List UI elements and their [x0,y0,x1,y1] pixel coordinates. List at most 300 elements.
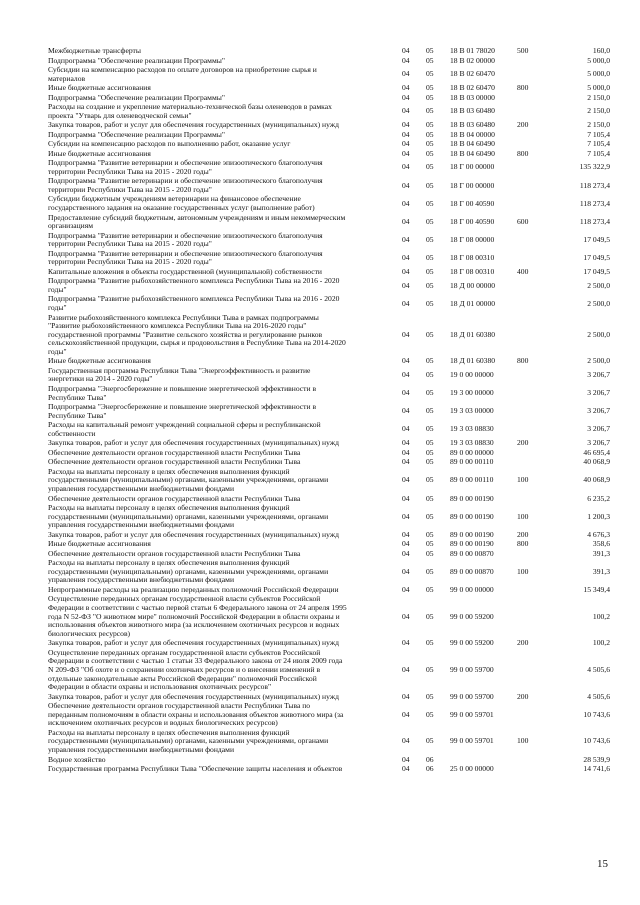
amount: 7 105,4 [587,148,610,158]
row-name [48,765,393,774]
row-name-line: Федерации в области охраны и использования охотничьих ресурсов" [48,682,272,692]
amount: 6 235,2 [587,493,610,503]
row-name-line: управления государственными внебюджетными фондами [48,483,235,493]
section-code: 04 [402,106,410,116]
table-row [0,121,640,130]
subsection-code: 05 [426,139,434,149]
target-article-code: 18 Г 00 40590 [450,198,495,208]
row-name [48,295,393,312]
section-code: 04 [402,162,410,172]
amount: 4 505,6 [587,664,610,674]
row-name-line: Республике Тыва" [48,392,107,402]
amount: 100,2 [592,638,610,648]
section-code: 04 [402,69,410,79]
row-name-line: годы" [48,302,67,312]
section-code: 04 [402,139,410,149]
row-name [48,150,393,159]
row-name-line: годы" [48,346,67,356]
expense-type-code: 100 [517,736,529,746]
target-article-code: 18 Д 01 60380 [450,329,496,339]
target-article-code: 99 0 00 59701 [450,736,494,746]
amount: 3 206,7 [587,438,610,448]
section-code: 04 [402,611,410,621]
table-row [0,540,640,549]
expense-type-code: 600 [517,216,529,226]
target-article-code: 18 Г 08 00310 [450,252,495,262]
section-code: 04 [402,298,410,308]
row-name-line: Подпрограмма "Развитие ветеринарии и обеспечение эпизоотического благополучия [48,230,323,240]
expense-type-code: 800 [517,356,529,366]
expense-type-code: 800 [517,83,529,93]
table-row [0,458,640,467]
table-row [0,84,640,93]
row-name [48,439,393,448]
target-article-code: 89 0 00 00190 [450,539,494,549]
section-code: 04 [402,584,410,594]
row-name-line: Иные бюджетные ассигнования [48,83,151,93]
row-name [48,214,393,231]
section-code: 04 [402,475,410,485]
section-code: 04 [402,83,410,93]
row-name-line: проекта "Утварь для оленеводческой семьи" [48,110,192,120]
target-article-code: 18 В 01 78020 [450,46,495,55]
row-name [48,47,393,56]
amount: 3 206,7 [587,406,610,416]
row-name-line: Осуществление переданных органам государственной власти субъектов Российской [48,594,321,604]
target-article-code: 89 0 00 00190 [450,493,494,503]
amount: 5 000,0 [587,69,610,79]
section-code: 04 [402,424,410,434]
target-article-code: 19 3 03 08830 [450,424,494,434]
amount: 10 743,6 [583,709,610,719]
section-code: 04 [402,388,410,398]
section-code: 04 [402,529,410,539]
section-code: 04 [402,736,410,746]
table-row [0,277,640,294]
table-row [0,103,640,120]
row-name-line: N 209-ФЗ "Об охоте и о сохранении охотничьих ресурсов и о внесении изменений в [48,664,321,674]
subsection-code: 05 [426,709,434,719]
target-article-code: 18 В 04 60490 [450,148,495,158]
row-name [48,540,393,549]
subsection-code: 06 [426,754,434,764]
subsection-code: 05 [426,511,434,521]
amount: 3 206,7 [587,388,610,398]
row-name-line: материалов [48,73,86,83]
expense-type-code: 100 [517,566,529,576]
expense-type-code: 100 [517,475,529,485]
target-article-code: 18 Г 08 00310 [450,266,495,276]
section-code: 04 [402,754,410,764]
section-code: 04 [402,92,410,102]
amount: 391,3 [592,566,610,576]
table-row [0,559,640,585]
row-name [48,458,393,467]
row-name-line: Закупка товаров, работ и услуг для обеспечения государственных (муниципальных) нужд [48,691,339,701]
row-name-line: Государственная программа Республики Тыва "Обеспечение защиты населения и объектов [48,764,343,774]
row-name-line: Федерации в соответствии с частью первой статьи 6 Федерального закона от 24 апреля 1995 [48,602,347,612]
target-article-code: 18 Г 08 00000 [450,234,495,244]
subsection-code: 05 [426,457,434,467]
amount: 2 150,0 [587,92,610,102]
subsection-code: 05 [426,424,434,434]
table-row [0,250,640,267]
section-code: 04 [402,198,410,208]
expense-type-code: 100 [517,511,529,521]
amount: 4 676,3 [587,529,610,539]
row-name [48,559,393,585]
row-name-line: Подпрограмма "Развитие ветеринарии и обеспечение эпизоотического благополучия [48,176,323,186]
target-article-code: 18 В 03 60480 [450,120,495,130]
row-name [48,232,393,249]
table-row [0,150,640,159]
row-name-line: Подпрограмма "Развитие ветеринарии и обеспечение эпизоотического благополучия [48,248,323,258]
amount: 17 049,5 [583,234,610,244]
row-name-line: Закупка товаров, работ и услуг для обеспечения государственных (муниципальных) нужд [48,638,339,648]
amount: 40 068,9 [583,475,610,485]
row-name-line: Осуществление переданных органам государственной власти субъектов Российской [48,647,321,657]
row-name [48,367,393,384]
target-article-code: 18 Д 01 00000 [450,298,496,308]
subsection-code: 05 [426,356,434,366]
row-name [48,550,393,559]
amount: 135 322,9 [579,162,610,172]
subsection-code: 05 [426,216,434,226]
subsection-code: 05 [426,611,434,621]
subsection-code: 05 [426,691,434,701]
subsection-code: 05 [426,92,434,102]
row-name-line: государственной программы "Развитие сельского хозяйства и регулирование рынков [48,329,323,339]
row-name [48,449,393,458]
row-name [48,66,393,83]
expense-type-code: 200 [517,529,529,539]
table-row [0,649,640,692]
row-name [48,639,393,648]
row-name-line: Подпрограмма "Развитие рыбохозяйственного комплекса Республики Тыва на 2016 - 2020 [48,294,340,304]
expense-type-code: 500 [517,46,529,55]
row-name-line: Субсидии на компенсацию расходов по выполнению работ, оказание услуг [48,139,291,149]
row-name [48,131,393,140]
subsection-code: 05 [426,106,434,116]
target-article-code: 19 3 03 08830 [450,438,494,448]
section-code: 04 [402,638,410,648]
row-name [48,385,393,402]
target-article-code: 18 В 04 60490 [450,139,495,149]
row-name-line: Иные бюджетные ассигнования [48,539,151,549]
target-article-code: 18 В 03 60480 [450,106,495,116]
subsection-code: 05 [426,129,434,139]
table-row [0,214,640,231]
subsection-code: 05 [426,266,434,276]
row-name [48,159,393,176]
table-row [0,421,640,438]
table-row [0,586,640,595]
subsection-code: 05 [426,736,434,746]
row-name-line: Закупка товаров, работ и услуг для обеспечения государственных (муниципальных) нужд [48,529,339,539]
target-article-code: 18 Д 00 00000 [450,280,496,290]
table-row [0,702,640,728]
subsection-code: 05 [426,280,434,290]
amount: 17 049,5 [583,266,610,276]
section-code: 04 [402,664,410,674]
row-name [48,177,393,194]
amount: 1 200,3 [587,511,610,521]
target-article-code: 89 0 00 00870 [450,566,494,576]
section-code: 04 [402,120,410,130]
row-name-line: собственности [48,428,96,438]
amount: 14 741,6 [583,764,610,774]
row-name-line: Субсидии бюджетным учреждениям ветеринарии на финансовое обеспечение [48,194,301,204]
row-name-line: года N 52-ФЗ "О животном мире" полномочий Российской Федерации в области охраны и [48,611,340,621]
row-name-line: Расходы на создание и укрепление материально-технической базы оленеводов в рамках [48,102,332,112]
table-row [0,177,640,194]
amount: 358,6 [592,539,610,549]
subsection-code: 05 [426,298,434,308]
amount: 3 206,7 [587,424,610,434]
subsection-code: 05 [426,548,434,558]
row-name [48,403,393,420]
row-name [48,84,393,93]
row-name [48,649,393,692]
row-name-line: Республике Тыва" [48,410,107,420]
row-name-line: территории Республики Тыва на 2015 - 2020 годы" [48,166,212,176]
target-article-code: 99 0 00 59701 [450,709,494,719]
subsection-code: 05 [426,447,434,457]
section-code: 04 [402,129,410,139]
subsection-code: 05 [426,388,434,398]
row-name [48,268,393,277]
row-name [48,277,393,294]
subsection-code: 05 [426,198,434,208]
target-article-code: 89 0 00 00000 [450,447,494,457]
subsection-code: 05 [426,529,434,539]
amount: 5 000,0 [587,83,610,93]
row-name-line: Обеспечение деятельности органов государственной власти Республики Тыва [48,457,301,467]
amount: 10 743,6 [583,736,610,746]
amount: 46 695,4 [583,447,610,457]
section-code: 04 [402,511,410,521]
table-row [0,47,640,56]
section-code: 04 [402,493,410,503]
row-name-line: Непрограммные расходы на реализацию переданных полномочий Российской Федерации [48,584,339,594]
subsection-code: 05 [426,252,434,262]
table-row [0,57,640,66]
amount: 17 049,5 [583,252,610,262]
row-name [48,586,393,595]
row-name-line: Закупка товаров, работ и услуг для обеспечения государственных (муниципальных) нужд [48,438,339,448]
section-code: 04 [402,709,410,719]
page-number: 15 [597,858,608,870]
subsection-code: 05 [426,539,434,549]
expense-type-code: 200 [517,438,529,448]
row-name [48,94,393,103]
table-row [0,268,640,277]
row-name-line: Закупка товаров, работ и услуг для обеспечения государственных (муниципальных) нужд [48,120,339,130]
row-name-line: "Развитие рыбохозяйственного комплекса Республики Тыва на 2016-2020 годы" [48,321,307,331]
table-row [0,729,640,755]
table-row [0,94,640,103]
section-code: 04 [402,234,410,244]
target-article-code: 18 В 02 60470 [450,83,495,93]
row-name-line: исключением охотничьих ресурсов и водных биологических ресурсов) [48,718,278,728]
row-name-line: годы" [48,284,67,294]
target-article-code: 89 0 00 00110 [450,475,494,485]
subsection-code: 05 [426,438,434,448]
target-article-code: 18 В 04 00000 [450,129,495,139]
target-article-code: 18 Г 00 00000 [450,180,495,190]
row-name-line: Водное хозяйство [48,754,106,764]
row-name-line: Подпрограмма "Развитие рыбохозяйственного комплекса Республики Тыва на 2016 - 2020 [48,276,340,286]
row-name-line: территории Республики Тыва на 2015 - 2020 годы" [48,184,212,194]
table-row [0,140,640,149]
row-name-line: управления государственными внебюджетными фондами [48,520,235,530]
subsection-code: 05 [426,584,434,594]
target-article-code: 18 Г 00 00000 [450,162,495,172]
table-row [0,693,640,702]
section-code: 04 [402,46,410,55]
section-code: 04 [402,566,410,576]
table-row [0,295,640,312]
section-code: 04 [402,216,410,226]
target-article-code: 99 0 00 59700 [450,664,494,674]
row-name-line: Расходы на выплаты персоналу в целях обеспечения выполнения функций [48,558,290,568]
target-article-code: 25 0 00 00000 [450,764,494,774]
section-code: 04 [402,148,410,158]
amount: 7 105,4 [587,129,610,139]
target-article-code: 19 3 03 00000 [450,406,494,416]
amount: 28 539,9 [583,754,610,764]
row-name [48,495,393,504]
section-code: 04 [402,438,410,448]
table-row [0,131,640,140]
table-row [0,385,640,402]
row-name [48,195,393,212]
amount: 4 505,6 [587,691,610,701]
row-name-line: Федерации в соответствии с частью 1 статьи 33 Федерального закона от 24 июля 2009 года [48,656,343,666]
target-article-code: 89 0 00 00110 [450,457,494,467]
amount: 7 105,4 [587,139,610,149]
amount: 100,2 [592,611,610,621]
target-article-code: 89 0 00 00190 [450,529,494,539]
table-row [0,595,640,638]
amount: 15 349,4 [583,584,610,594]
subsection-code: 05 [426,406,434,416]
subsection-code: 05 [426,370,434,380]
target-article-code: 99 0 00 00000 [450,584,494,594]
row-name [48,314,393,357]
row-name-line: переданным полномочиям в области охраны и использования объектов животного мира (за [48,709,344,719]
row-name [48,468,393,494]
row-name-line: Расходы на выплаты персоналу в целях обеспечения выполнения функций [48,727,290,737]
row-name-line: государственными (муниципальными) органами, казенными учреждениями, органами [48,736,329,746]
row-name-line: Обеспечение деятельности органов государственной власти Республики Тыва по [48,701,311,711]
row-name [48,250,393,267]
section-code: 04 [402,691,410,701]
row-name-line: государственного задания на оказание государственных услуг (выполнение работ) [48,202,315,212]
row-name-line: Государственная программа Республики Тыва "Энергоэффективность и развитие [48,365,311,375]
row-name [48,595,393,638]
table-row [0,531,640,540]
table-row [0,232,640,249]
row-name-line: биологических ресурсов) [48,628,131,638]
subsection-code: 05 [426,475,434,485]
amount: 118 273,4 [579,198,610,208]
subsection-code: 05 [426,55,434,65]
target-article-code: 18 В 03 00000 [450,92,495,102]
amount: 5 000,0 [587,55,610,65]
table-row [0,639,640,648]
table-row [0,439,640,448]
subsection-code: 06 [426,764,434,774]
row-name [48,357,393,366]
table-row [0,765,640,774]
amount: 2 500,0 [587,356,610,366]
section-code: 04 [402,406,410,416]
row-name-line: энергетики на 2014 - 2020 годы" [48,374,153,384]
subsection-code: 05 [426,566,434,576]
subsection-code: 05 [426,493,434,503]
row-name-line: Обеспечение деятельности органов государственной власти Республики Тыва [48,493,301,503]
row-name-line: использования объектов животного мира (за исключением охотничьих ресурсов и водных [48,620,340,630]
section-code: 04 [402,539,410,549]
target-article-code: 89 0 00 00870 [450,548,494,558]
target-article-code: 99 0 00 59700 [450,691,494,701]
row-name [48,57,393,66]
table-row [0,756,640,765]
table-row [0,495,640,504]
row-name-line: Межбюджетные трансферты [48,46,141,55]
amount: 40 068,9 [583,457,610,467]
subsection-code: 05 [426,120,434,130]
row-name [48,421,393,438]
row-name-line: Подпрограмма "Энергосбережение и повышение энергетической эффективности в [48,384,317,393]
row-name [48,531,393,540]
row-name-line: государственными (муниципальными) органами, казенными учреждениями, органами [48,566,329,576]
target-article-code: 18 В 02 00000 [450,55,495,65]
row-name-line: Предоставление субсидий бюджетным, автономным учреждениям и иным некоммерческим [48,212,346,222]
subsection-code: 05 [426,46,434,55]
target-article-code: 89 0 00 00190 [450,511,494,521]
subsection-code: 05 [426,162,434,172]
section-code: 04 [402,55,410,65]
table-row [0,468,640,494]
row-name [48,702,393,728]
row-name-line: государственными (муниципальными) органами, казенными учреждениями, органами [48,475,329,485]
expense-type-code: 200 [517,638,529,648]
section-code: 04 [402,180,410,190]
section-code: 04 [402,457,410,467]
amount: 2 150,0 [587,120,610,130]
table-row [0,195,640,212]
row-name-line: Иные бюджетные ассигнования [48,148,151,158]
subsection-code: 05 [426,83,434,93]
row-name-line: Капитальные вложения в объекты государственной (муниципальной) собственности [48,266,322,276]
subsection-code: 05 [426,234,434,244]
amount: 2 150,0 [587,106,610,116]
table-row [0,357,640,366]
row-name-line: управления государственными внебюджетными фондами [48,745,235,755]
subsection-code: 05 [426,329,434,339]
subsection-code: 05 [426,638,434,648]
row-name-line: сельскохозяйственной продукции, сырья и продовольствия в Республике Тыва на 2014-2020 [48,338,346,348]
section-code: 04 [402,329,410,339]
row-name-line: отдельные законодательные акты Российской Федерации" полномочий Российской [48,673,317,683]
row-name [48,756,393,765]
table-row [0,504,640,530]
section-code: 04 [402,266,410,276]
target-article-code: 99 0 00 59200 [450,638,494,648]
row-name-line: Субсидии на компенсацию расходов по оплате договоров на приобретение сырья и [48,65,317,74]
